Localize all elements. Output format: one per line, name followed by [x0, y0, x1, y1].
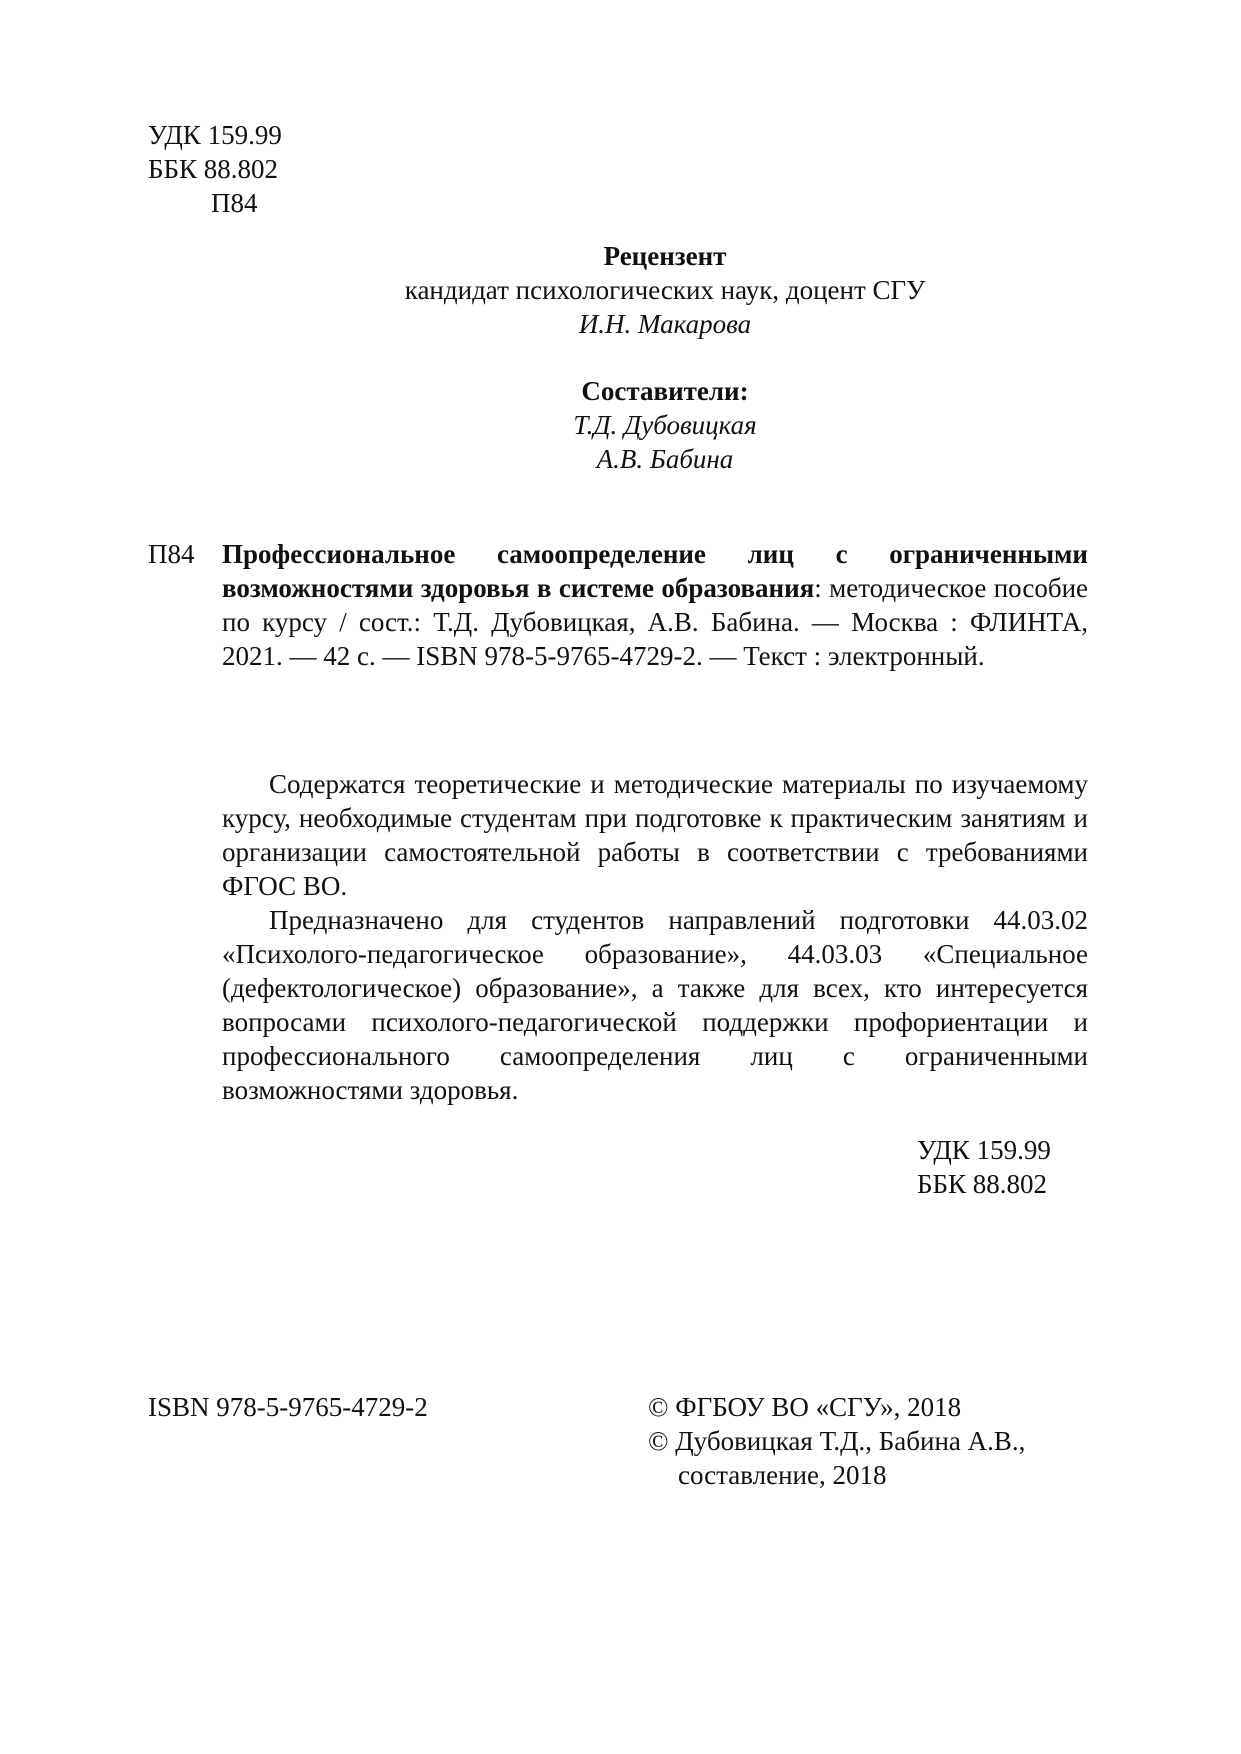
record-title: Профессиональное самоопределение лиц с ограниченными возможностями здоровья в системе образования: [222, 539, 1088, 603]
compilers-heading: Составители:: [581, 376, 749, 406]
abstract: [222, 767, 1088, 1107]
copyright-publisher: © ФГБОУ ВО «СГУ», 2018: [648, 1392, 962, 1422]
copyrights: [648, 1390, 1025, 1492]
reviewer-name: И.Н. Макарова: [578, 309, 752, 339]
copyright-authors: © Дубовицкая Т.Д., Бабина А.В.,: [648, 1426, 1026, 1456]
record-author-mark: П84: [148, 539, 195, 569]
udk-code: УДК 159.99: [148, 120, 282, 150]
reviewer-title: кандидат психологических наук, доцент СГУ: [404, 275, 926, 305]
reviewer-block: [300, 239, 1030, 341]
abstract-paragraph: Содержатся теоретические и методические материалы по изучаемому курсу, необходимые студентам при подготовке к практическим занятиям и организации самостоятельной работы в соответствии с требованиями ФГОС ВО.: [222, 769, 1088, 901]
classification-bottom: [917, 1133, 1051, 1201]
classification-top: [148, 118, 282, 220]
bibliographic-record: [222, 537, 1088, 673]
reviewer-heading: Рецензент: [603, 241, 727, 271]
udk-code: УДК 159.99: [917, 1135, 1051, 1165]
compiler-name: А.В. Бабина: [596, 444, 734, 474]
compiler-name: Т.Д. Дубовицкая: [573, 410, 757, 440]
bbk-code: ББК 88.802: [917, 1169, 1048, 1199]
copyright-compilation: составление, 2018: [678, 1460, 887, 1490]
isbn: ISBN 978-5-9765-4729-2: [148, 1392, 428, 1422]
bbk-code: ББК 88.802: [148, 154, 279, 184]
abstract-paragraph: Предназначено для студентов направлений подготовки 44.03.02 «Психолого-педагогическое образование», 44.03.03 «Специальное (дефектологическое) образование», а также для всех, кто интересуется вопросами психолого-педагогической поддержки профориентации и профессионального самоопределения лиц с ограниченными возможностями здоровья.: [222, 905, 1088, 1105]
author-mark: П84: [211, 188, 258, 218]
compilers-block: [300, 374, 1030, 476]
record-details: : методическое пособие по курсу / сост.: Т.Д. Дубовицкая, А.В. Бабина. — Москва : ФЛИНТА, 2021. — 42 с. — ISBN 978-5-9765-4729-2. — Текст : электронный.: [222, 573, 1088, 671]
